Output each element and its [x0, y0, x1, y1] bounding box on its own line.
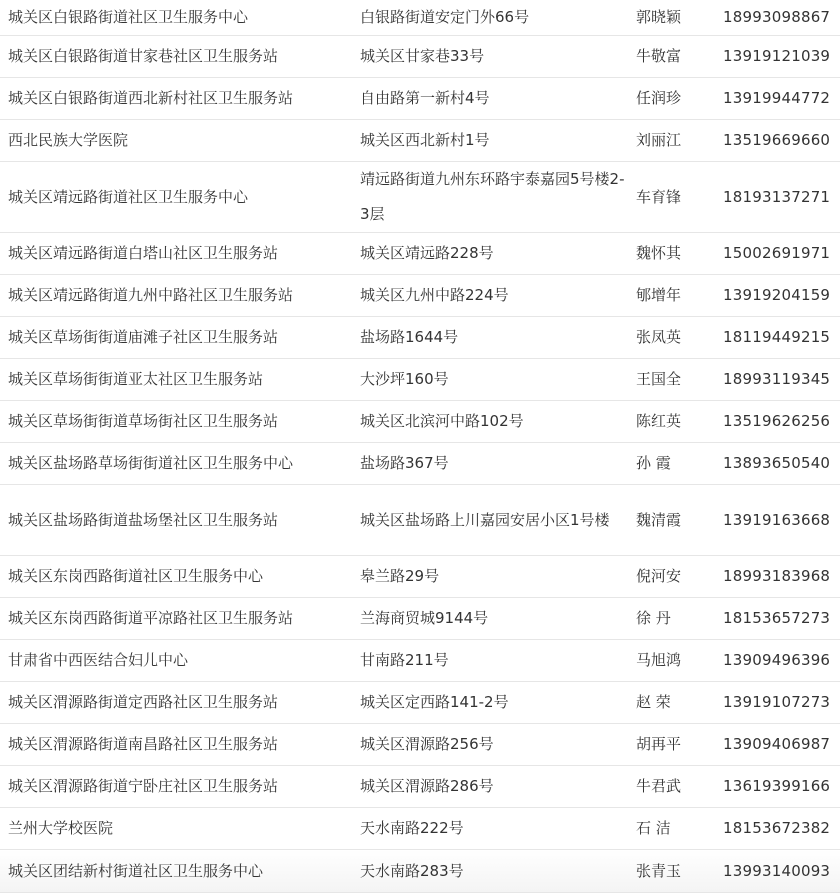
clinic-name: 城关区靖远路街道白塔山社区卫生服务站 [8, 244, 279, 262]
table-row [0, 682, 840, 724]
table-row [0, 120, 840, 162]
clinic-name: 城关区靖远路街道社区卫生服务中心 [8, 187, 249, 206]
contact-phone: 18153657273 [723, 609, 831, 627]
clinic-name: 城关区团结新村街道社区卫生服务中心 [8, 861, 264, 880]
clinic-name: 城关区白银路街道西北新村社区卫生服务站 [8, 89, 294, 107]
table-row [0, 850, 840, 893]
contact-person: 刘丽江 [636, 131, 682, 149]
contact-phone: 13919944772 [723, 89, 831, 107]
clinic-address: 自由路第一新村4号 [360, 89, 490, 107]
clinic-name: 城关区草场街街道庙滩子社区卫生服务站 [8, 328, 279, 346]
clinic-address: 城关区渭源路256号 [360, 735, 494, 753]
clinic-address: 大沙坪160号 [360, 370, 449, 388]
clinic-address: 盐场路1644号 [360, 328, 459, 346]
clinic-name: 城关区渭源路街道南昌路社区卫生服务站 [8, 735, 279, 753]
contact-phone: 13619399166 [723, 777, 831, 795]
clinic-address: 白银路街道安定门外66号 [360, 8, 530, 26]
table-row [0, 401, 840, 443]
contact-phone: 13519669660 [723, 131, 831, 149]
clinic-address: 天水南路283号 [360, 861, 464, 880]
table-row [0, 766, 840, 808]
contact-person: 陈红英 [636, 412, 682, 430]
contact-person: 马旭鸿 [636, 651, 682, 669]
clinic-address: 皋兰路29号 [360, 567, 440, 585]
clinic-address: 城关区甘家巷33号 [360, 47, 485, 65]
table-row [0, 78, 840, 120]
table-row [0, 724, 840, 766]
clinic-name: 甘肃省中西医结合妇儿中心 [8, 651, 189, 669]
clinic-name: 城关区草场街街道亚太社区卫生服务站 [8, 370, 264, 388]
contact-person: 郇增年 [636, 286, 682, 304]
table-row [0, 162, 840, 233]
contact-person: 赵 荣 [636, 693, 671, 711]
clinic-name: 城关区草场街街道草场街社区卫生服务站 [8, 412, 279, 430]
clinic-name: 城关区盐场路街道盐场堡社区卫生服务站 [8, 510, 279, 529]
clinic-address: 城关区盐场路上川嘉园安居小区1号楼 [360, 510, 610, 529]
contact-phone: 13909496396 [723, 651, 831, 669]
contact-phone: 18993183968 [723, 567, 831, 585]
contact-phone: 18993098867 [723, 8, 831, 26]
contact-person: 牛君武 [636, 777, 682, 795]
table-row [0, 317, 840, 359]
contact-person: 孙 霞 [636, 454, 671, 472]
contact-person: 魏怀其 [636, 244, 682, 262]
contact-person: 倪河安 [636, 567, 682, 585]
contact-phone: 13519626256 [723, 412, 831, 430]
contact-person: 任润珍 [636, 89, 682, 107]
clinic-name: 城关区东岗西路街道社区卫生服务中心 [8, 567, 264, 585]
clinic-name: 兰州大学校医院 [8, 819, 114, 837]
clinic-address: 靖远路街道九州东环路宇泰嘉园5号楼2-3层 [360, 170, 625, 223]
clinic-name: 城关区靖远路街道九州中路社区卫生服务站 [8, 286, 294, 304]
table-row [0, 443, 840, 485]
clinic-name: 城关区白银路街道社区卫生服务中心 [8, 8, 249, 26]
contact-person: 徐 丹 [636, 609, 671, 627]
contact-person: 王国全 [636, 370, 682, 388]
table-row [0, 485, 840, 556]
table-row [0, 36, 840, 78]
clinic-address: 甘南路211号 [360, 651, 449, 669]
contact-person: 车育锋 [636, 187, 682, 206]
contact-phone: 13909406987 [723, 735, 831, 753]
contact-phone: 13919121039 [723, 47, 831, 65]
contact-phone: 18153672382 [723, 819, 831, 837]
contact-phone: 13919204159 [723, 286, 831, 304]
clinic-name: 城关区渭源路街道宁卧庄社区卫生服务站 [8, 777, 279, 795]
contact-person: 郭晓颖 [636, 8, 682, 26]
clinic-address: 城关区渭源路286号 [360, 777, 494, 795]
table-row [0, 808, 840, 850]
clinic-address: 盐场路367号 [360, 454, 449, 472]
contact-phone: 13919163668 [723, 510, 831, 529]
contact-person: 张凤英 [636, 328, 682, 346]
table-row [0, 0, 840, 36]
table-row [0, 233, 840, 275]
clinic-name: 城关区渭源路街道定西路社区卫生服务站 [8, 693, 279, 711]
table-row [0, 556, 840, 598]
table-row [0, 275, 840, 317]
contact-phone: 18119449215 [723, 328, 831, 346]
contact-person: 张青玉 [636, 861, 682, 880]
clinic-address: 天水南路222号 [360, 819, 464, 837]
contact-person: 魏清霞 [636, 510, 682, 529]
contact-phone: 18193137271 [723, 187, 831, 206]
contact-person: 胡再平 [636, 735, 682, 753]
contact-phone: 18993119345 [723, 370, 831, 388]
contact-phone: 13993140093 [723, 861, 831, 880]
clinic-name: 城关区白银路街道甘家巷社区卫生服务站 [8, 47, 279, 65]
clinic-address: 城关区靖远路228号 [360, 244, 494, 262]
clinic-name: 城关区盐场路草场街街道社区卫生服务中心 [8, 454, 294, 472]
clinic-name: 西北民族大学医院 [8, 131, 129, 149]
contact-person: 牛敬富 [636, 47, 682, 65]
clinic-address: 城关区西北新村1号 [360, 131, 490, 149]
table-row [0, 640, 840, 682]
contact-phone: 15002691971 [723, 244, 831, 262]
clinic-name: 城关区东岗西路街道平凉路社区卫生服务站 [8, 609, 294, 627]
contact-phone: 13893650540 [723, 454, 831, 472]
contact-person: 石 洁 [636, 819, 671, 837]
clinic-address: 兰海商贸城9144号 [360, 609, 489, 627]
table-row [0, 359, 840, 401]
clinic-address: 城关区定西路141-2号 [360, 693, 509, 711]
contact-phone: 13919107273 [723, 693, 831, 711]
clinic-address: 城关区九州中路224号 [360, 286, 509, 304]
table-row [0, 598, 840, 640]
clinic-address: 城关区北滨河中路102号 [360, 412, 524, 430]
